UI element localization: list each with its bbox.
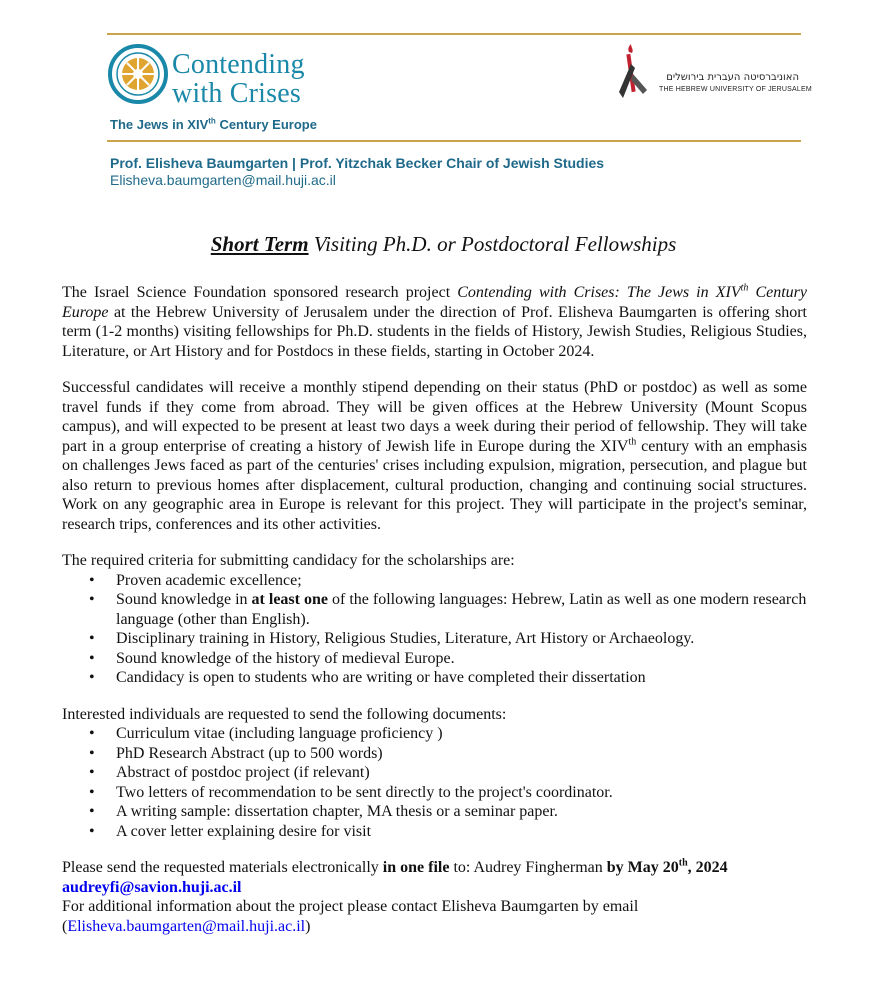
- list-item: • Proven academic excellence;: [116, 571, 807, 591]
- documents-heading: Interested individuals are requested to send the following documents:: [62, 705, 507, 723]
- contact-info: For additional information about the project please contact Elisheva Baumgarten by email (Elisheva.baumgarten@mail.huji.ac.il): [62, 898, 639, 935]
- documents-list: [62, 724, 807, 841]
- header-divider: [107, 140, 801, 142]
- criteria-heading: The required criteria for submitting candidacy for the scholarships are:: [62, 552, 515, 569]
- professor-email[interactable]: Elisheva.baumgarten@mail.huji.ac.il: [110, 172, 336, 188]
- professor-name: Prof. Elisheva Baumgarten | Prof. Yitzchak Becker Chair of Jewish Studies: [110, 155, 605, 171]
- logo-subtitle: The Jews in XIVth Century Europe: [110, 116, 317, 132]
- list-item: • Abstract of postdoc project (if relevant): [116, 763, 807, 783]
- list-item: • Disciplinary training in History, Religious Studies, Literature, Art History or Archaeology.: [116, 629, 807, 649]
- page-title: [0, 232, 887, 257]
- project-logo: [108, 44, 338, 136]
- list-item: • A writing sample: dissertation chapter, MA thesis or a seminar paper.: [116, 802, 807, 822]
- document-body: [62, 283, 807, 936]
- criteria-list: [62, 571, 807, 688]
- list-item: • PhD Research Abstract (up to 500 words): [116, 744, 807, 764]
- details-paragraph: Successful candidates will receive a monthly stipend depending on their status (PhD or postdoc) as well as some travel funds if they come from abroad. They will be given offices at the Hebrew University (Mount Scopus campus), and will expected to be present at least two days a week during their period of fellowship. They will take part in a group enterprise of creating a history of Jewish life in Europe during the XIVth century with an emphasis on challenges Jews faced as part of the centuries' crises including expulsion, migration, persecution, and plague but also return to previous homes after displacement, cultural production, changing and continuing social structures. Work on any geographic area in Europe is relevant for this project. They will participate in the project's seminar, research trips, conferences and its other activities.: [62, 379, 807, 533]
- professor-info: [110, 155, 604, 189]
- list-item: • A cover letter explaining desire for visit: [116, 822, 807, 842]
- list-item: • Sound knowledge in at least one of the following languages: Hebrew, Latin as well as one modern research language (other than English).: [116, 590, 807, 629]
- submission-instructions: Please send the requested materials electronically in one file to: Audrey Fingherman by May 20th, 2024 audreyfi@savion.huji.ac.il: [62, 857, 728, 896]
- logo-title-line2: with Crises: [172, 78, 301, 109]
- list-item: • Candidacy is open to students who are writing or have completed their dissertation: [116, 668, 807, 688]
- list-item: • Curriculum vitae (including language proficiency ): [116, 724, 807, 744]
- huji-emblem-icon: [617, 44, 653, 104]
- title-rest: Visiting Ph.D. or Postdoctoral Fellowships: [308, 232, 677, 256]
- university-name-hebrew: האוניברסיטה העברית בירושלים: [666, 72, 799, 83]
- university-name-english: THE HEBREW UNIVERSITY OF JERUSALEM: [659, 86, 812, 93]
- logo-title: [172, 50, 305, 108]
- title-short-term: Short Term: [210, 232, 309, 256]
- top-rule: [107, 33, 801, 35]
- list-item: • Sound knowledge of the history of medieval Europe.: [116, 649, 807, 669]
- intro-paragraph: The Israel Science Foundation sponsored research project Contending with Crises: The Jews in XIVth Century Europe at the Hebrew University of Jerusalem under the direction of Prof. Elisheva Baumgarten is offering short term (1-2 months) visiting fellowships for Ph.D. students in the fields of History, Jewish Studies, Religious Studies, Literature, or Art History and for Postdocs in these fields, starting in October 2024.: [62, 282, 808, 360]
- wheel-emblem-icon: [108, 44, 168, 104]
- university-logo: [617, 44, 812, 104]
- contact-email-link[interactable]: Elisheva.baumgarten@mail.huji.ac.il: [67, 917, 306, 935]
- coordinator-email-link[interactable]: audreyfi@savion.huji.ac.il: [62, 878, 242, 896]
- list-item: • Two letters of recommendation to be sent directly to the project's coordinator.: [116, 783, 807, 803]
- logo-title-line1: Contending: [172, 49, 305, 80]
